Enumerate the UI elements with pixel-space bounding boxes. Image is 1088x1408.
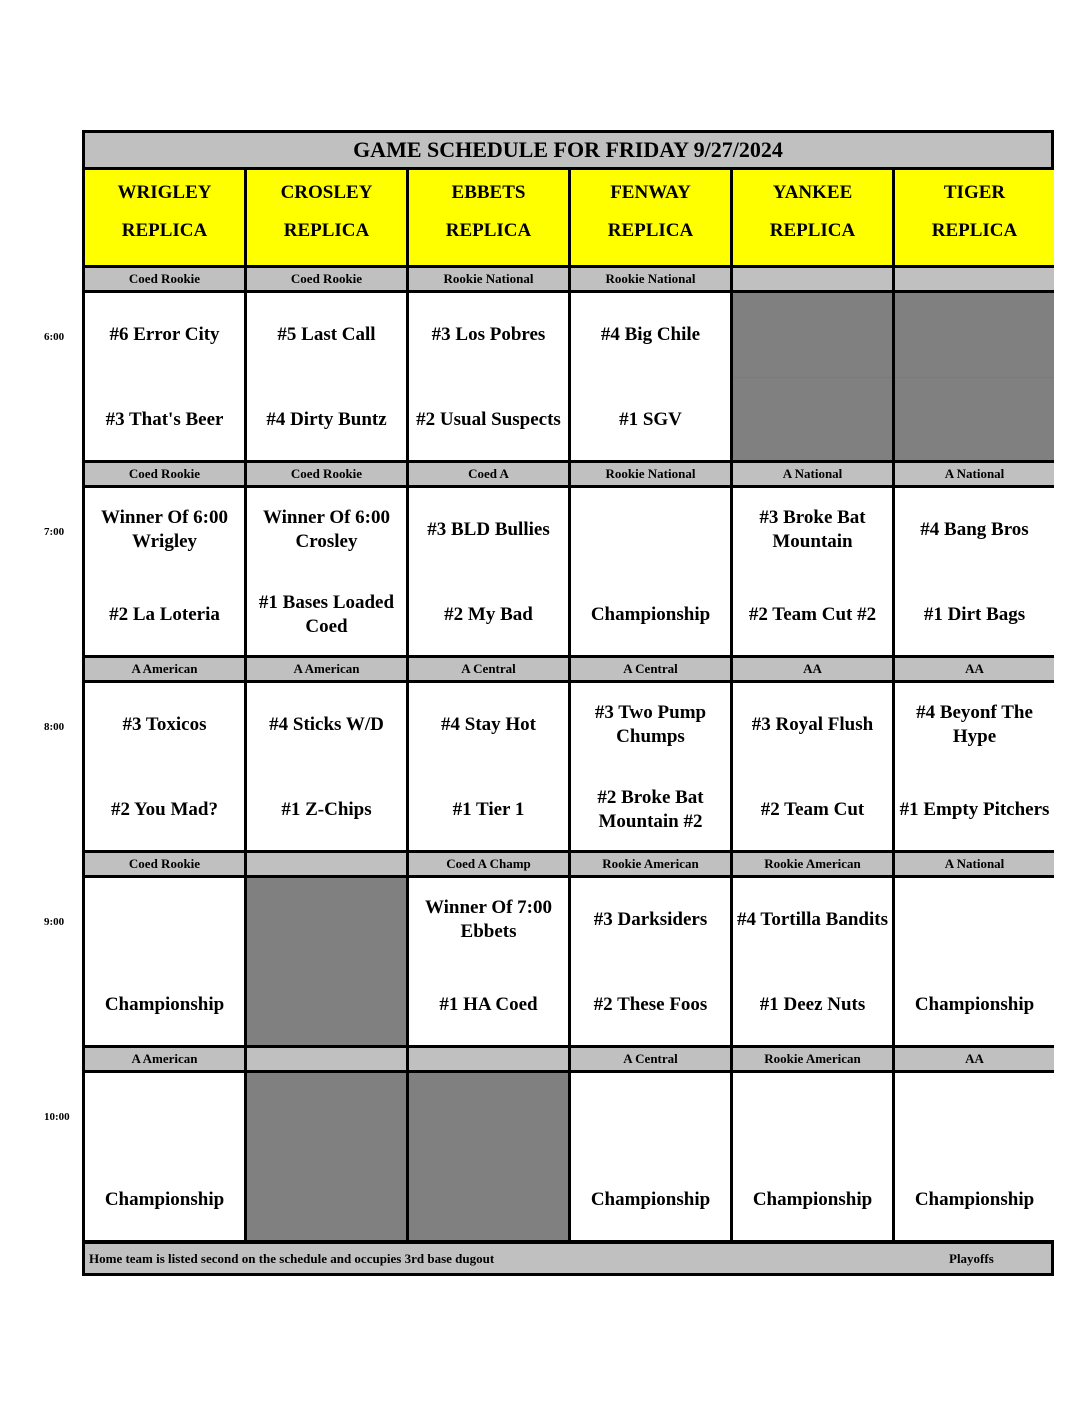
home-team: #2 La Loteria <box>109 604 220 625</box>
game-cell <box>85 878 244 1045</box>
division-label: Coed Rookie <box>85 853 244 875</box>
away-team: #3 BLD Bullies <box>427 519 550 540</box>
venue-subtitle: REPLICA <box>121 220 208 241</box>
game-cell <box>247 293 406 460</box>
division-label: A National <box>733 463 892 485</box>
division-label <box>247 853 406 875</box>
venue-header-ebbets <box>409 170 568 265</box>
division-label: A Central <box>571 658 730 680</box>
venue-subtitle: REPLICA <box>283 220 370 241</box>
away-team: Winner Of 7:00 Ebbets <box>424 897 553 942</box>
home-team: #2 Usual Suspects <box>416 409 561 430</box>
away-team: #4 Sticks W/D <box>269 714 384 735</box>
game-cell <box>895 488 1054 655</box>
venue-header-fenway <box>571 170 730 265</box>
venue-name: FENWAY <box>610 182 691 203</box>
venue-name: EBBETS <box>451 182 526 203</box>
division-label: Coed Rookie <box>247 463 406 485</box>
away-team <box>897 890 1052 950</box>
home-team: #1 Empty Pitchers <box>899 799 1050 820</box>
venue-header-crosley <box>247 170 406 265</box>
venue-subtitle: REPLICA <box>445 220 532 241</box>
away-team <box>87 1085 242 1145</box>
away-team <box>735 1085 890 1145</box>
game-schedule-table <box>82 130 1054 1276</box>
away-team <box>573 500 728 560</box>
home-team: #2 You Mad? <box>111 799 218 820</box>
division-label: A National <box>895 463 1054 485</box>
division-label: Rookie National <box>409 268 568 290</box>
division-label <box>895 268 1054 290</box>
away-team: #6 Error City <box>109 324 220 345</box>
division-label <box>247 1048 406 1070</box>
home-team: #2 These Foos <box>593 994 708 1015</box>
division-label: AA <box>895 1048 1054 1070</box>
division-label: Rookie National <box>571 463 730 485</box>
cell-divider <box>733 377 892 378</box>
game-cell <box>733 488 892 655</box>
venue-header-tiger <box>895 170 1054 265</box>
home-team: #2 Team Cut <box>760 799 865 820</box>
division-label: Rookie American <box>733 1048 892 1070</box>
home-team: #1 Tier 1 <box>452 799 525 820</box>
game-cell <box>409 683 568 850</box>
division-label: Coed A Champ <box>409 853 568 875</box>
division-label: Rookie American <box>571 853 730 875</box>
game-cell <box>85 293 244 460</box>
home-team: #1 Z-Chips <box>281 799 372 820</box>
away-team: #4 Big Chile <box>600 324 701 345</box>
away-team: #4 Bang Bros <box>920 519 1029 540</box>
division-label: AA <box>733 658 892 680</box>
schedule-footer <box>85 1244 1051 1273</box>
division-label: Coed A <box>409 463 568 485</box>
home-team: Championship <box>104 994 225 1015</box>
home-team: Championship <box>104 1189 225 1210</box>
time-label: 7:00 <box>44 526 65 538</box>
away-team <box>897 1085 1052 1145</box>
game-cell <box>733 683 892 850</box>
division-label: Coed Rookie <box>247 268 406 290</box>
away-team: #4 Tortilla Bandits <box>737 909 888 930</box>
away-team: Winner Of 6:00 Crosley <box>262 507 391 552</box>
time-label: 8:00 <box>44 721 65 733</box>
game-cell <box>733 878 892 1045</box>
game-cell <box>85 488 244 655</box>
home-team: #1 Deez Nuts <box>759 994 866 1015</box>
game-cell <box>85 683 244 850</box>
home-team: #1 Dirt Bags <box>923 604 1026 625</box>
home-team: #1 Bases Loaded Coed <box>258 592 395 637</box>
empty-slot <box>247 1073 406 1240</box>
away-team: #5 Last Call <box>277 324 376 345</box>
venue-header-yankee <box>733 170 892 265</box>
venue-name: WRIGLEY <box>117 182 212 203</box>
away-team <box>573 1085 728 1145</box>
game-cell <box>895 683 1054 850</box>
game-cell <box>247 683 406 850</box>
away-team: Winner Of 6:00 Wrigley <box>100 507 229 552</box>
schedule-title: GAME SCHEDULE FOR FRIDAY 9/27/2024 <box>85 133 1051 167</box>
time-label: 6:00 <box>44 331 65 343</box>
division-label: A National <box>895 853 1054 875</box>
division-label: A American <box>85 658 244 680</box>
game-cell <box>895 878 1054 1045</box>
division-label: Coed Rookie <box>85 268 244 290</box>
venue-name: CROSLEY <box>280 182 373 203</box>
home-team: Championship <box>752 1189 873 1210</box>
home-team: Championship <box>590 604 711 625</box>
away-team: #4 Stay Hot <box>441 714 536 735</box>
empty-slot <box>409 1073 568 1240</box>
division-label: AA <box>895 658 1054 680</box>
venue-subtitle: REPLICA <box>607 220 694 241</box>
game-cell <box>571 1073 730 1240</box>
game-cell <box>409 293 568 460</box>
venue-subtitle: REPLICA <box>931 220 1018 241</box>
venue-subtitle: REPLICA <box>769 220 856 241</box>
schedule-grid <box>82 130 1054 1276</box>
empty-slot <box>247 878 406 1045</box>
game-cell <box>409 488 568 655</box>
game-cell <box>247 488 406 655</box>
division-label: Rookie American <box>733 853 892 875</box>
game-cell <box>571 878 730 1045</box>
division-label: A American <box>85 1048 244 1070</box>
game-cell <box>571 683 730 850</box>
time-label: 10:00 <box>44 1111 70 1123</box>
venue-name: YANKEE <box>772 182 853 203</box>
game-cell <box>571 293 730 460</box>
game-cell <box>85 1073 244 1240</box>
home-team: #4 Dirty Buntz <box>266 409 387 430</box>
division-label: Rookie National <box>571 268 730 290</box>
away-team: #3 Two Pump Chumps <box>594 702 707 747</box>
home-team: #2 Broke Bat Mountain #2 <box>597 787 704 832</box>
away-team: #3 Broke Bat Mountain <box>759 507 866 552</box>
cell-divider <box>895 377 1054 378</box>
away-team: #3 Toxicos <box>122 714 207 735</box>
home-team: #1 HA Coed <box>439 994 538 1015</box>
footer-playoffs-label: Playoffs <box>949 1251 994 1266</box>
away-team: #3 Los Pobres <box>431 324 546 345</box>
home-team: Championship <box>914 994 1035 1015</box>
time-label: 9:00 <box>44 916 65 928</box>
game-cell <box>895 1073 1054 1240</box>
empty-slot <box>895 293 1054 460</box>
division-label: A American <box>247 658 406 680</box>
away-team: #4 Beyonf The Hype <box>916 702 1033 747</box>
home-team: #1 SGV <box>619 409 682 430</box>
home-team: Championship <box>914 1189 1035 1210</box>
division-label <box>733 268 892 290</box>
away-team <box>87 890 242 950</box>
venue-name: TIGER <box>943 182 1006 203</box>
away-team: #3 Royal Flush <box>751 714 874 735</box>
game-cell <box>409 878 568 1045</box>
home-team: #3 That's Beer <box>105 409 224 430</box>
division-label: Coed Rookie <box>85 463 244 485</box>
home-team: Championship <box>590 1189 711 1210</box>
game-cell <box>571 488 730 655</box>
home-team: #2 My Bad <box>444 604 533 625</box>
empty-slot <box>733 293 892 460</box>
division-label: A Central <box>409 658 568 680</box>
footer-note: Home team is listed second on the schedule and occupies 3rd base dugout <box>89 1251 495 1266</box>
venue-header-wrigley <box>85 170 244 265</box>
away-team: #3 Darksiders <box>593 909 708 930</box>
division-label <box>409 1048 568 1070</box>
division-label: A Central <box>571 1048 730 1070</box>
game-cell <box>733 1073 892 1240</box>
home-team: #2 Team Cut #2 <box>748 604 877 625</box>
